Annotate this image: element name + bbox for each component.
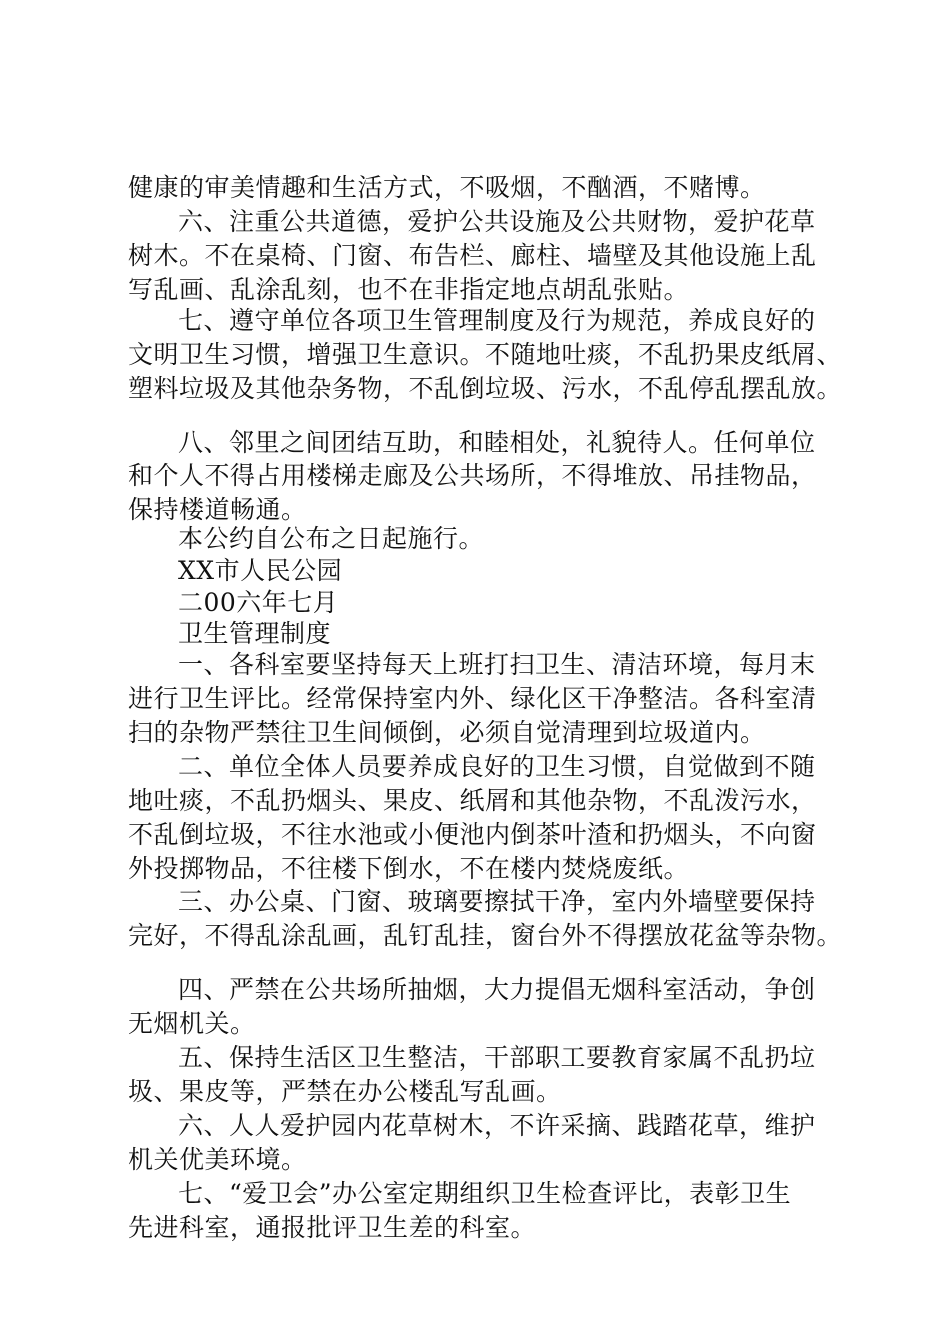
text-line: 外投掷物品，不往楼下倒水，不在楼内焚烧废纸。 <box>128 854 690 883</box>
text-line: 塑料垃圾及其他杂务物，不乱倒垃圾、污水，不乱停乱摆乱放。 <box>128 374 843 403</box>
text-line: 和个人不得占用楼梯走廊及公共场所，不得堆放、吊挂物品， <box>128 461 817 490</box>
text-line: 进行卫生评比。经常保持室内外、绿化区干净整洁。各科室清 <box>128 684 817 713</box>
text-line: 树木。不在桌椅、门窗、布告栏、廊柱、墙壁及其他设施上乱 <box>128 241 817 270</box>
rule-4-heading: 四、严禁在公共场所抽烟，大力提倡无烟科室活动，争创 <box>178 975 816 1004</box>
rule-6-heading: 六、人人爱护园内花草树木，不许采摘、践踏花草，维护 <box>178 1111 816 1140</box>
text-line: 保持楼道畅通。 <box>128 495 307 524</box>
paragraph-8-heading: 八、邻里之间团结互助，和睦相处，礼貌待人。任何单位 <box>178 428 816 457</box>
rule-5-heading: 五、保持生活区卫生整洁，干部职工要教育家属不乱扔垃 <box>178 1043 816 1072</box>
issue-date: 二00六年七月 <box>178 588 339 617</box>
paragraph-6-heading: 六、注重公共道德，爱护公共设施及公共财物，爱护花草 <box>178 207 816 236</box>
rule-7-heading: 七、“爱卫会”办公室定期组织卫生检查评比，表彰卫生 <box>178 1179 792 1208</box>
issuer-name: XX市人民公园 <box>178 556 343 585</box>
rule-1-heading: 一、各科室要坚持每天上班打扫卫生、清洁环境，每月末 <box>178 650 816 679</box>
paragraph-7-heading: 七、遵守单位各项卫生管理制度及行为规范，养成良好的 <box>178 306 816 335</box>
text-line: 文明卫生习惯，增强卫生意识。不随地吐痰，不乱扔果皮纸屑、 <box>128 340 843 369</box>
rule-2-heading: 二、单位全体人员要养成良好的卫生习惯，自觉做到不随 <box>178 752 816 781</box>
text-line: 完好，不得乱涂乱画，乱钉乱挂，窗台外不得摆放花盆等杂物。 <box>128 921 843 950</box>
text-line: 写乱画、乱涂乱刻，也不在非指定地点胡乱张贴。 <box>128 275 690 304</box>
text-line: 地吐痰，不乱扔烟头、果皮、纸屑和其他杂物，不乱泼污水， <box>128 786 817 815</box>
text-line: 无烟机关。 <box>128 1009 256 1038</box>
text-line: 扫的杂物严禁往卫生间倾倒，必须自觉清理到垃圾道内。 <box>128 718 766 747</box>
text-line: 不乱倒垃圾，不往水池或小便池内倒茶叶渣和扔烟头，不向窗 <box>128 820 817 849</box>
text-line: 圾、果皮等，严禁在办公楼乱写乱画。 <box>128 1077 562 1106</box>
section-title: 卫生管理制度 <box>178 619 332 648</box>
rule-3-heading: 三、办公桌、门窗、玻璃要擦拭干净，室内外墙壁要保持 <box>178 887 816 916</box>
text-line: 机关优美环境。 <box>128 1145 307 1174</box>
effective-date-statement: 本公约自公布之日起施行。 <box>178 524 485 553</box>
text-line: 健康的审美情趣和生活方式，不吸烟，不酗酒，不赌博。 <box>128 173 766 202</box>
text-line: 先进科室，通报批评卫生差的科室。 <box>128 1213 537 1242</box>
